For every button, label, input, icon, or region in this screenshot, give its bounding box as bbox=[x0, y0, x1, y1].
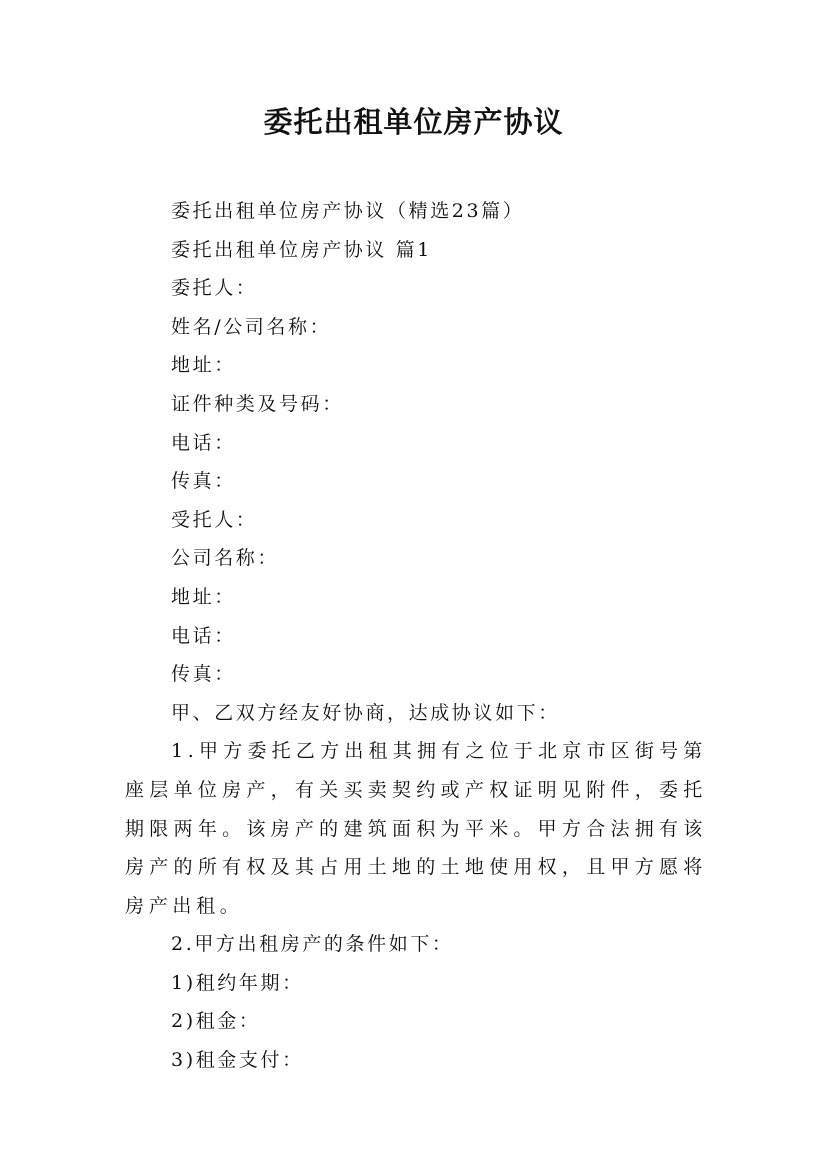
clause-1-paragraph: 1.甲方委托乙方出租其拥有之位于北京市区街号第座层单位房产，有关买卖契约或产权证明见附件，委托期限两年。该房产的建筑面积为平米。甲方合法拥有该房产的所有权及其占用土地的土地使用权，且甲方愿将房产出租。 bbox=[125, 740, 707, 917]
principal-name-field: 姓名/公司名称： bbox=[171, 315, 332, 338]
principal-id-field: 证件种类及号码： bbox=[171, 392, 344, 415]
clause-2-heading: 2.甲方出租房产的条件如下： bbox=[171, 933, 454, 956]
clause-2-item-payment: 3)租金支付： bbox=[171, 1049, 304, 1072]
section-heading: 委托出租单位房产协议 篇1 bbox=[171, 238, 432, 261]
document-title: 委托出租单位房产协议 bbox=[263, 105, 564, 139]
agent-address-field: 地址： bbox=[171, 585, 236, 608]
principal-label: 委托人： bbox=[171, 277, 258, 300]
agent-label: 受托人： bbox=[171, 508, 258, 531]
agreement-intro: 甲、乙双方经友好协商，达成协议如下： bbox=[171, 701, 560, 724]
agent-phone-field: 电话： bbox=[171, 624, 236, 647]
subtitle-line: 委托出租单位房产协议（精选23篇） bbox=[171, 200, 525, 222]
clause-2-item-rent: 2)租金： bbox=[171, 1010, 261, 1033]
principal-fax-field: 传真： bbox=[171, 470, 236, 493]
agent-fax-field: 传真： bbox=[171, 663, 236, 686]
principal-address-field: 地址： bbox=[171, 354, 236, 377]
clause-2-item-term: 1)租约年期： bbox=[171, 971, 304, 994]
agent-company-field: 公司名称： bbox=[171, 547, 280, 570]
document-body bbox=[125, 192, 707, 1080]
principal-phone-field: 电话： bbox=[171, 431, 236, 454]
